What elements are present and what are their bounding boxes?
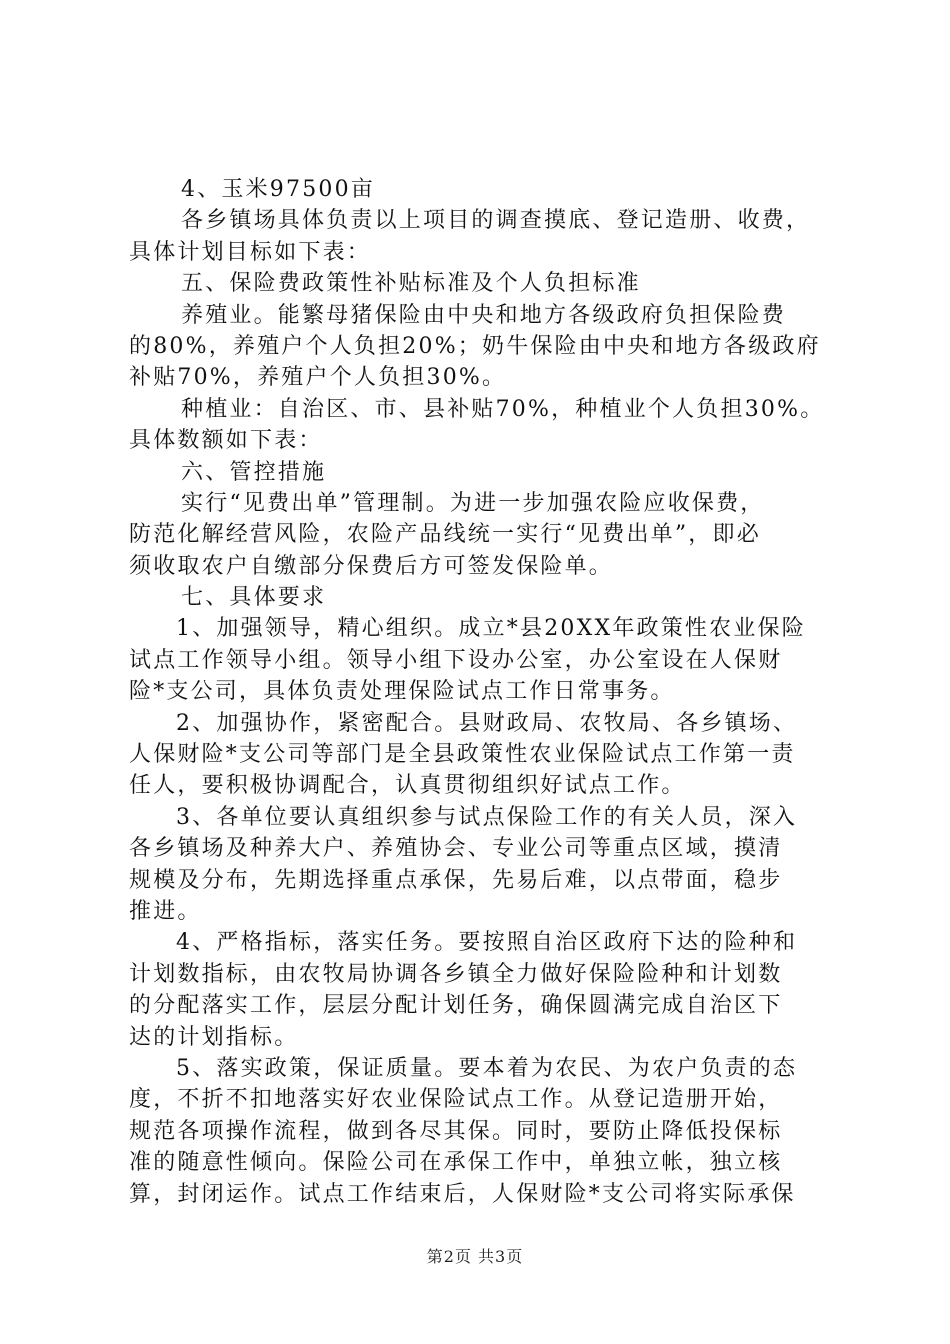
section-heading: 七、具体要求 [181, 585, 327, 611]
text-line: 各乡镇场及种养大户、养殖协会、专业公司等重点区域，摸清 [129, 836, 783, 862]
text-line: 的80%，养殖户个人负担20%；奶牛保险由中央和地方各级政府 [129, 333, 821, 359]
text-line: 须收取农户自缴部分保费后方可签发保险单。 [129, 553, 614, 579]
text-line: 1、加强领导，精心组织。成立*县20XX年政策性农业保险 [176, 616, 806, 642]
section-heading: 六、管控措施 [181, 459, 327, 485]
text-line: 2、加强协作，紧密配合。县财政局、农牧局、各乡镇场、 [176, 710, 798, 736]
text-line: 达的计划指标。 [129, 1024, 299, 1050]
text-line: 试点工作领导小组。领导小组下设办公室，办公室设在人保财 [129, 647, 783, 673]
text-line: 实行“见费出单”管理制。为进一步加强农险应收保费， [181, 490, 765, 516]
text-line: 防范化解经营风险，农险产品线统一实行“见费出单”，即必 [129, 522, 761, 548]
text-line: 各乡镇场具体负责以上项目的调查摸底、登记造册、收费， [181, 208, 811, 234]
text-line: 人保财险*支公司等部门是全县政策性农业保险试点工作第一责 [129, 742, 796, 768]
text-line: 度，不折不扣地落实好农业保险试点工作。从登记造册开始， [129, 1087, 783, 1113]
text-line: 任人，要积极协调配合，认真贯彻组织好试点工作。 [129, 773, 686, 799]
text-line: 具体数额如下表： [129, 428, 323, 454]
section-heading: 五、保险费政策性补贴标准及个人负担标准 [181, 271, 641, 297]
text-line: 3、各单位要认真组织参与试点保险工作的有关人员，深入 [176, 804, 798, 830]
text-line: 4、玉米97500亩 [181, 177, 375, 202]
text-line: 具体计划目标如下表： [129, 239, 372, 265]
text-line: 计划数指标，由农牧局协调各乡镇全力做好保险险种和计划数 [129, 961, 783, 987]
text-line: 补贴70%，养殖户个人负担30%。 [129, 365, 507, 391]
text-line: 养殖业。能繁母猪保险由中央和地方各级政府负担保险费 [181, 302, 787, 328]
text-line: 的分配落实工作，层层分配计划任务，确保圆满完成自治区下 [129, 993, 783, 1019]
text-line: 算，封闭运作。试点工作结束后，人保财险*支公司将实际承保 [129, 1181, 796, 1207]
document-body [129, 174, 829, 1210]
page-number-footer: 第2页 共3页 [426, 1247, 524, 1266]
text-line: 4、严格指标，落实任务。要按照自治区政府下达的险种和 [176, 930, 798, 956]
text-line: 种植业：自治区、市、县补贴70%，种植业个人负担30%。 [181, 396, 825, 422]
text-line: 规模及分布，先期选择重点承保，先易后难，以点带面，稳步 [129, 867, 783, 893]
text-line: 5、落实政策，保证质量。要本着为农民、为农户负责的态 [176, 1055, 798, 1081]
text-line: 准的随意性倾向。保险公司在承保工作中，单独立帐，独立核 [129, 1150, 783, 1176]
text-line: 推进。 [129, 898, 202, 924]
text-line: 险*支公司，具体负责处理保险试点工作日常事务。 [129, 679, 675, 705]
text-line: 规范各项操作流程，做到各尽其保。同时，要防止降低投保标 [129, 1118, 783, 1144]
